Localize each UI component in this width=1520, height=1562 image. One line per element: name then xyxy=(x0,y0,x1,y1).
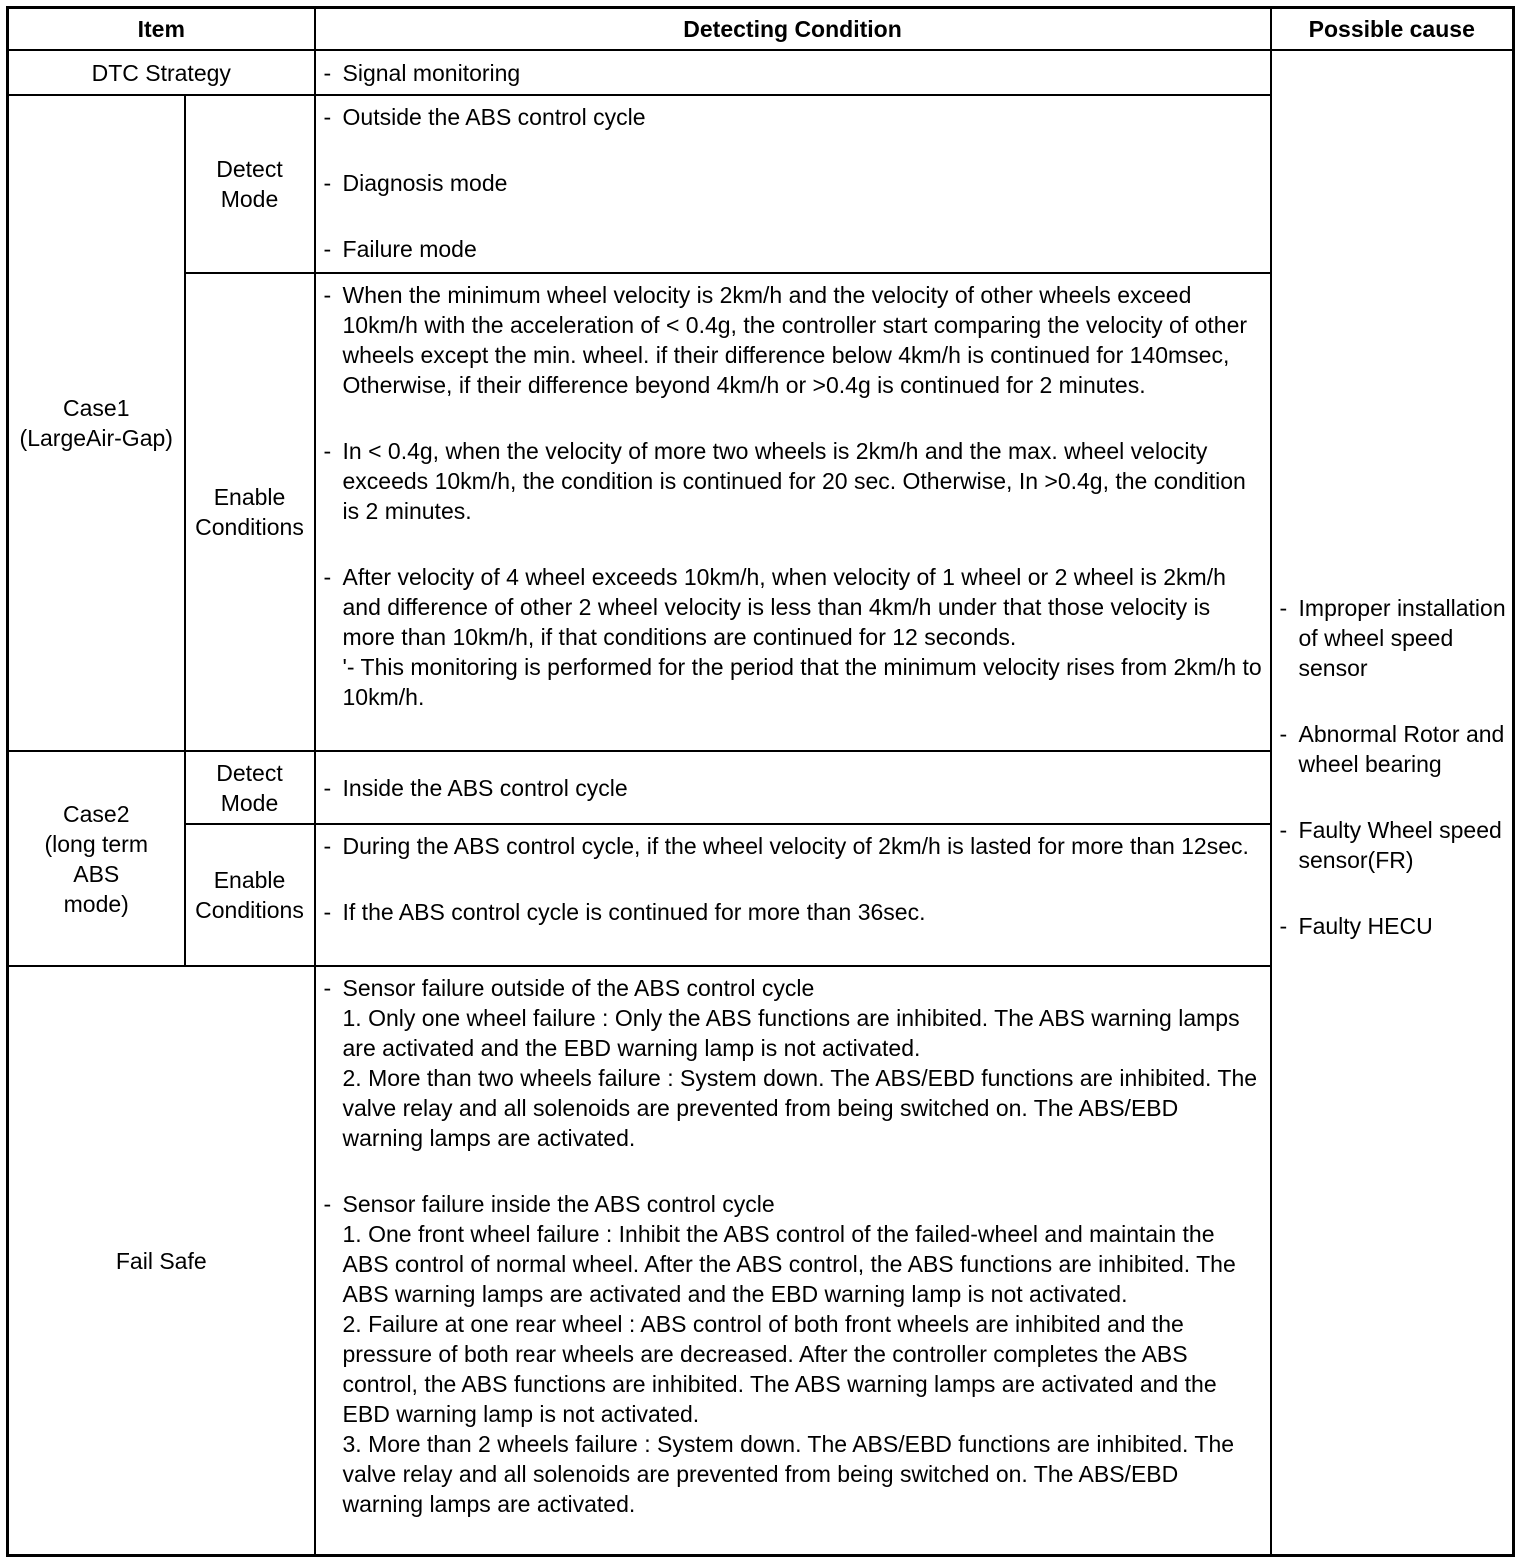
case2-detect-mode-conditions xyxy=(315,751,1271,824)
condition-item: - After velocity of 4 wheel exceeds 10km/h, when velocity of 1 wheel or 2 wheel is 2km/h and difference of other 2 wheel velocity is less than 4km/h under that those velocity is more than 10km/h, if that conditions are continued for 12 seconds. '- This monitoring is performed for the period that the minimum velocity rises from 2km/h to 10km/h. xyxy=(323,564,1262,710)
condition-item: - Failure mode xyxy=(323,236,477,262)
condition-item: - Inside the ABS control cycle xyxy=(323,774,628,801)
condition-item: - When the minimum wheel velocity is 2km/h and the velocity of other wheels exceed 10km/h with the acceleration of < 0.4g, the controller start comparing the velocity of other wheels except the min. wheel. if their difference below 4km/h is continued for 140msec, Otherwise, if their difference beyond 4km/h or >0.4g is continued for 2 minutes. xyxy=(323,282,1248,398)
cause-item: - Abnormal Rotor and wheel bearing xyxy=(1279,721,1505,777)
case2-enable-conditions-label: Enable Conditions xyxy=(185,824,315,966)
condition-item: - Outside the ABS control cycle xyxy=(323,104,646,130)
fail-safe-block: - Sensor failure inside the ABS control cycle 1. One front wheel failure : Inhibit the ABS control of the failed-wheel and maintain the ABS control of normal wheel. After the ABS control, the ABS functions are inhibited. The ABS warning lamps are activated and the EBD warning lamp is not activated. 2. Failure at one rear wheel : ABS control of both front wheels are inhibited and the pressure of both rear wheels are decreased. After the controller completes the ABS control, the ABS functions are inhibited. The ABS warning lamps are activated and the EBD warning lamp is not activated. 3. More than 2 wheels failure : System down. The ABS/EBD functions are inhibited. The valve relay and all solenoids are prevented from being switched on. The ABS/EBD warning lamps are activated. xyxy=(323,1191,1236,1517)
cause-item: - Faulty HECU xyxy=(1279,913,1433,939)
bullet: - xyxy=(323,59,332,86)
case1-detect-mode-conditions xyxy=(315,95,1271,273)
condition-item: - In < 0.4g, when the velocity of more two wheels is 2km/h and the max. wheel velocity exceeds 10km/h, the condition is continued for 20 sec. Otherwise, In >0.4g, the condition is 2 minutes. xyxy=(323,438,1246,524)
row-dtc-strategy xyxy=(8,50,1514,95)
cause-item: - Improper installation of wheel speed sensor xyxy=(1279,595,1506,681)
case2-enable-conditions xyxy=(315,824,1271,966)
case2-detect-mode-label: Detect Mode xyxy=(185,751,315,824)
fail-safe-block: - Sensor failure outside of the ABS control cycle 1. Only one wheel failure : Only the ABS functions are inhibited. The ABS warning lamps are activated and the EBD warning lamp is not activated. 2. More than two wheels failure : System down. The ABS/EBD functions are inhibited. The valve relay and all solenoids are prevented from being switched on. The ABS/EBD warning lamps are activated. xyxy=(323,975,1258,1151)
fail-safe-label: Fail Safe xyxy=(8,966,315,1556)
case1-enable-conditions-label: Enable Conditions xyxy=(185,273,315,751)
case1-label: Case1 (LargeAir-Gap) xyxy=(8,95,185,751)
condition-item: - If the ABS control cycle is continued for more than 36sec. xyxy=(323,899,926,925)
header-item: Item xyxy=(8,8,315,51)
possible-cause-cell xyxy=(1271,50,1514,1556)
case1-enable-conditions xyxy=(315,273,1271,751)
dtc-strategy-label: DTC Strategy xyxy=(8,50,315,95)
fail-safe-conditions xyxy=(315,966,1271,1556)
case2-label: Case2 (long term ABS mode) xyxy=(8,751,185,966)
table-header-row xyxy=(8,8,1514,51)
condition-item: - During the ABS control cycle, if the wheel velocity of 2km/h is lasted for more than 12sec. xyxy=(323,833,1249,859)
condition-item: - Diagnosis mode xyxy=(323,170,508,196)
dtc-strategy-condition: - Signal monitoring xyxy=(315,50,1271,95)
cause-item: - Faulty Wheel speed sensor(FR) xyxy=(1279,817,1502,873)
header-possible-cause: Possible cause xyxy=(1271,8,1514,51)
header-detecting-condition: Detecting Condition xyxy=(315,8,1271,51)
dtc-table-container xyxy=(6,6,1512,1557)
dtc-table xyxy=(6,6,1515,1557)
case1-detect-mode-label: Detect Mode xyxy=(185,95,315,273)
